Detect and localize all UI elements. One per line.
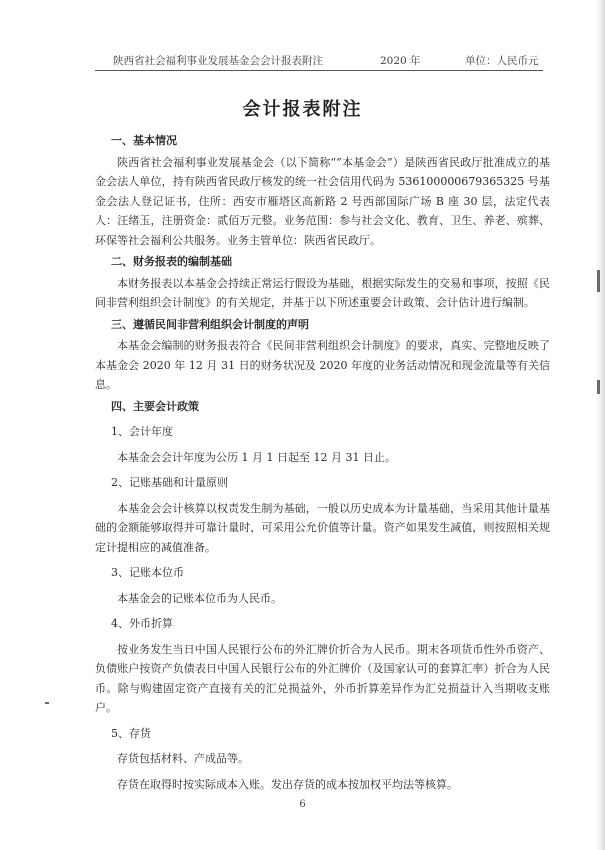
scan-mark bbox=[597, 380, 600, 394]
section-heading-accounting-policies: 四、主要会计政策 bbox=[111, 399, 199, 413]
subsection-paragraph-functional-currency: 本基金会的记账本位币为人民币。 bbox=[117, 591, 282, 605]
subsection-label-fiscal-year: 1、会计年度 bbox=[111, 425, 173, 438]
subsection-label-foreign-currency: 4、外币折算 bbox=[111, 617, 173, 630]
section-paragraph-compliance-statement: 本基金会编制的财务报表符合《民间非营利组织会计制度》的要求，真实、完整地反映了本基金会 2020 年 12 月 31 日的财务状况及 2020 年度的业务活动情况和现金流量等有关信息。 bbox=[95, 339, 550, 391]
subsection-paragraph-inventory-1: 存货包括材料、产成品等。 bbox=[117, 752, 249, 765]
scan-mark bbox=[597, 270, 600, 292]
header-organization: 陕西省社会福利事业发展基金会会计报表附注 bbox=[113, 55, 323, 67]
subsection-paragraph-foreign-currency: 按业务发生当日中国人民银行公布的外汇牌价折合为人民币。期末各项货币性外币资产、负债账户按资产负债表日中国人民银行公布的外汇牌价（及国家认可的套算汇率）折合为人民币。除与购建固定资产直接有关的汇兑损益外，外币折算差异作为汇兑损益计入当期收支账户。 bbox=[95, 642, 550, 714]
scan-mark bbox=[45, 702, 49, 704]
section-paragraph-preparation-basis: 本财务报表以本基金会持续正常运行假设为基础，根据实际发生的交易和事项，按照《民间非营利组织会计制度》的有关规定，并基于以下所述重要会计政策、会计估计进行编制。 bbox=[95, 276, 550, 309]
subsection-paragraph-fiscal-year: 本基金会会计年度为公历 1 月 1 日起至 12 月 31 日止。 bbox=[117, 450, 396, 464]
subsection-label-inventory: 5、存货 bbox=[111, 726, 151, 740]
subsection-paragraph-accounting-basis: 本基金会会计核算以权责发生制为基础，一般以历史成本为计量基础，当采用其他计量基础的金额能够取得并可靠计量时，可采用公允价值等计量。资产如果发生减值，则按照相关规定计提相应的减值准备。 bbox=[95, 501, 550, 554]
subsection-label-functional-currency: 3、记账本位币 bbox=[111, 566, 184, 579]
running-header bbox=[95, 53, 543, 71]
header-unit: 单位：人民币元 bbox=[465, 55, 539, 67]
document-title: 会计报表附注 bbox=[242, 99, 363, 120]
section-heading-preparation-basis: 二、财务报表的编制基础 bbox=[111, 255, 232, 268]
section-paragraph-basic-info: 陕西省社会福利事业发展基金会（以下简称“”本基金会”）是陕西省民政厅批准成立的基金会法人单位，持有陕西省民政厅核发的统一社会信用代码为 536100000679365325 号基金会法人登记证书，住所：西安市雁塔区高新路 2 号西部国际广场 B 座 30 层，法定代表人：汪绪玉，注册资金：贰佰万元整。业务范围：参与社会文化、教育、卫生、养老、殡葬、环保等社会福利公共服务。业务主管单位：陕西省民政厅。 bbox=[95, 155, 550, 247]
section-heading-basic-info: 一、基本情况 bbox=[111, 134, 177, 147]
scan-edge bbox=[595, 0, 605, 850]
section-heading-compliance-statement: 三、遵循民间非营利组织会计制度的声明 bbox=[111, 317, 309, 331]
subsection-paragraph-inventory-2: 存货在取得时按实际成本入账。发出存货的成本按加权平均法等核算。 bbox=[117, 777, 458, 791]
subsection-label-accounting-basis: 2、记账基础和计量原则 bbox=[111, 476, 228, 489]
page-number: 6 bbox=[299, 799, 306, 810]
document-body bbox=[95, 131, 550, 796]
header-year: 2020 年 bbox=[380, 55, 421, 67]
